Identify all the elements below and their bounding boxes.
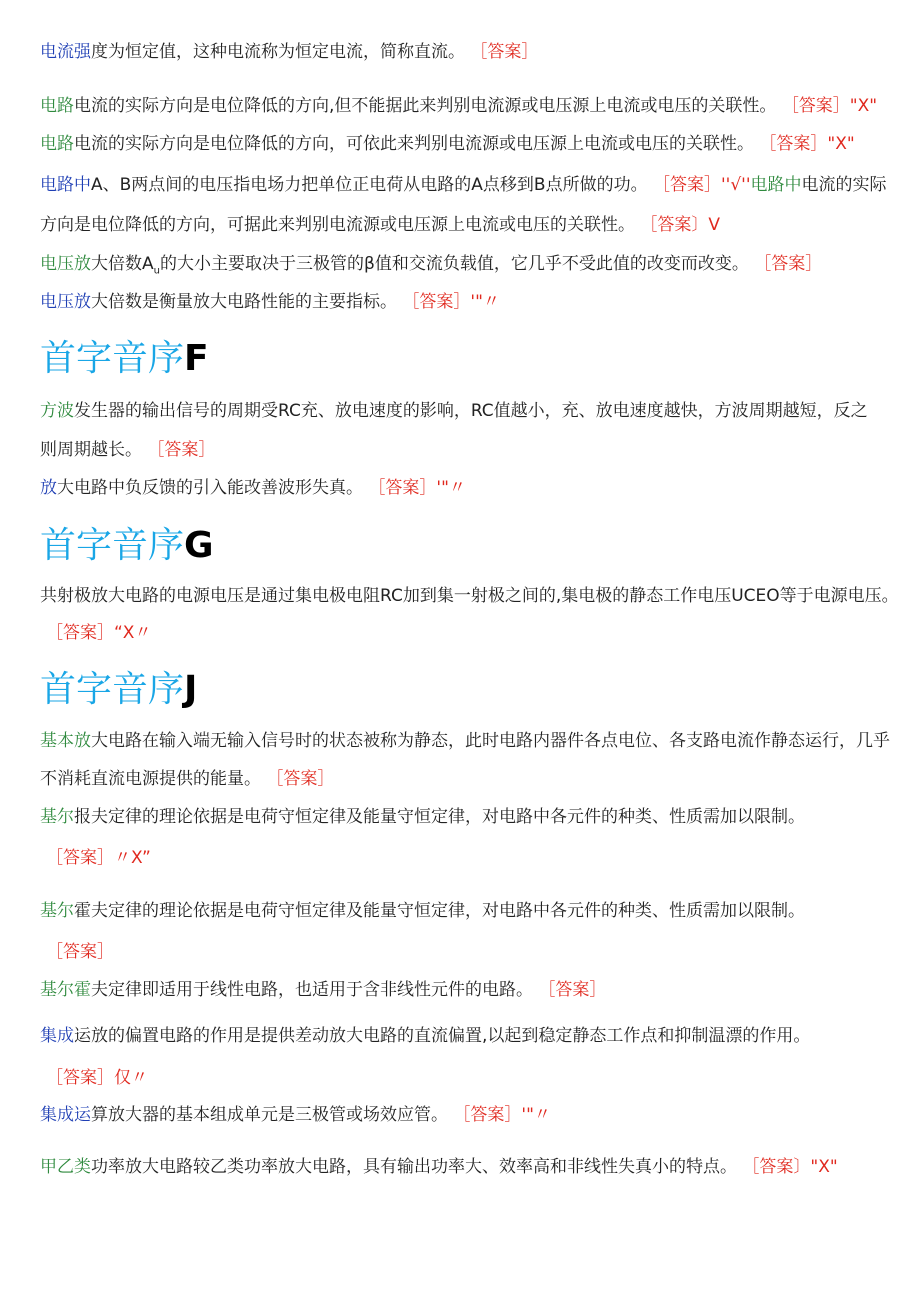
heading-label: 首字音序 bbox=[40, 338, 185, 379]
section-heading-j bbox=[40, 668, 197, 712]
section-heading-f bbox=[40, 337, 209, 381]
heading-label: 首字音序 bbox=[40, 525, 185, 566]
statement: 霍夫定律的理论依据是电荷守恒定律及能量守恒定律，对电路中各元件的种类、性质需加以限制。 bbox=[74, 901, 805, 921]
keyword: 电压放 bbox=[40, 254, 91, 274]
statement: 不消耗直流电源提供的能量。 bbox=[40, 769, 261, 789]
statement: 大倍数是衡量放大电路性能的主要指标。 bbox=[91, 292, 397, 312]
keyword: 电压放 bbox=[40, 292, 91, 312]
answer: ［答案］仅〃 bbox=[46, 1068, 148, 1088]
answer: ［答案］'"〃 bbox=[368, 478, 466, 498]
keyword: 基尔 bbox=[40, 807, 74, 827]
keyword: 基本放 bbox=[40, 731, 91, 751]
answer: ［答案〕"X" bbox=[742, 1157, 838, 1177]
item-11 bbox=[40, 806, 805, 828]
keyword: 基尔霍 bbox=[40, 980, 91, 1000]
keyword: 方波 bbox=[40, 401, 74, 421]
item-15 bbox=[40, 1104, 551, 1126]
keyword: 集成 bbox=[40, 1026, 74, 1046]
heading-letter: G bbox=[184, 525, 214, 566]
item-14 bbox=[40, 1025, 810, 1047]
item-6 bbox=[40, 291, 500, 313]
item-1 bbox=[40, 41, 538, 63]
statement: 大电路中负反馈的引入能改善波形失真。 bbox=[57, 478, 363, 498]
statement: 电流的实际方向是电位降低的方向,但不能据此来判别电流源或电压源上电流或电压的关联性。 bbox=[74, 96, 777, 116]
keyword: 基尔 bbox=[40, 901, 74, 921]
answer: ［答案］''√'' bbox=[653, 175, 751, 195]
item-4 bbox=[40, 174, 887, 196]
statement: 大电路在输入端无输入信号时的状态被称为静态，此时电路内器件各点电位、各支路电流作静态运行，几乎 bbox=[91, 731, 890, 751]
item-5 bbox=[40, 253, 822, 282]
keyword: 电流强 bbox=[40, 42, 91, 62]
statement: 运放的偏置电路的作用是提供差动放大电路的直流偏置,以起到稳定静态工作点和抑制温漂的作用。 bbox=[74, 1026, 811, 1046]
statement: 发生器的输出信号的周期受RC充、放电速度的影响，RC值越小，充、放电速度越快，方波周期越短，反之 bbox=[74, 401, 868, 421]
statement: 算放大器的基本组成单元是三极管或场效应管。 bbox=[91, 1105, 448, 1125]
keyword: 电路中 bbox=[750, 175, 802, 195]
answer: ［答案］"X" bbox=[759, 134, 855, 154]
item-12-answer bbox=[46, 941, 114, 963]
item-13 bbox=[40, 979, 606, 1001]
statement: 度为恒定值，这种电流称为恒定电流，简称直流。 bbox=[91, 42, 465, 62]
item-16 bbox=[40, 1156, 838, 1178]
item-9 bbox=[40, 585, 899, 607]
item-10 bbox=[40, 730, 890, 752]
item-4-continued bbox=[40, 214, 720, 236]
item-7 bbox=[40, 400, 868, 422]
section-heading-g bbox=[40, 524, 214, 568]
keyword: 电路中 bbox=[40, 175, 91, 195]
statement: 方向是电位降低的方向，可据此来判别电流源或电压源上电流或电压的关联性。 bbox=[40, 215, 635, 235]
keyword: 放 bbox=[40, 478, 57, 498]
statement: 电流的实际 bbox=[801, 175, 887, 195]
statement: 夫定律即适用于线性电路，也适用于含非线性元件的电路。 bbox=[91, 980, 533, 1000]
item-14-answer bbox=[46, 1067, 148, 1089]
answer: ［答案］ bbox=[754, 254, 823, 274]
answer: ［答案］'"〃 bbox=[402, 292, 500, 312]
statement-a: 大倍数A bbox=[91, 254, 154, 274]
heading-letter: F bbox=[184, 338, 209, 379]
heading-letter: J bbox=[184, 669, 198, 710]
answer: ［答案］“X〃 bbox=[46, 623, 152, 643]
heading-label: 首字音序 bbox=[40, 669, 185, 710]
answer: ［答案］ bbox=[538, 980, 607, 1000]
statement: A、B两点间的电压指电场力把单位正电荷从电路的A点移到B点所做的功。 bbox=[91, 175, 648, 195]
answer: ［答案］ bbox=[46, 942, 114, 962]
statement: 报夫定律的理论依据是电荷守恒定律及能量守恒定律，对电路中各元件的种类、性质需加以限制。 bbox=[74, 807, 805, 827]
answer: ［答案］〃X” bbox=[46, 848, 151, 868]
statement: 电流的实际方向是电位降低的方向，可依此来判别电流源或电压源上电流或电压的关联性。 bbox=[74, 134, 754, 154]
answer: ［答案］"X" bbox=[781, 96, 878, 116]
keyword: 电路 bbox=[40, 134, 74, 154]
item-10-continued bbox=[40, 768, 334, 790]
answer: ［答案］ bbox=[266, 769, 335, 789]
answer: ［答案〕V bbox=[640, 215, 721, 235]
item-3 bbox=[40, 133, 855, 155]
statement: 功率放大电路较乙类功率放大电路，具有输出功率大、效率高和非线性失真小的特点。 bbox=[91, 1157, 737, 1177]
item-11-answer bbox=[46, 847, 151, 869]
keyword: 集成运 bbox=[40, 1105, 91, 1125]
answer: ［答案］'"〃 bbox=[453, 1105, 551, 1125]
item-7-continued bbox=[40, 439, 215, 461]
answer: ［答案］ bbox=[470, 42, 539, 62]
keyword: 电路 bbox=[40, 96, 74, 116]
answer: ［答案］ bbox=[147, 440, 216, 460]
item-8 bbox=[40, 477, 466, 499]
item-12 bbox=[40, 900, 805, 922]
subscript: u bbox=[153, 265, 160, 277]
statement-b: 的大小主要取决于三极管的β值和交流负载值，它几乎不受此值的改变而改变。 bbox=[159, 254, 749, 274]
item-2 bbox=[40, 95, 877, 117]
statement: 则周期越长。 bbox=[40, 440, 142, 460]
statement: 共射极放大电路的电源电压是通过集电极电阻RC加到集一射极之间的,集电极的静态工作电压UCEO等于电源电压。 bbox=[40, 586, 899, 606]
keyword: 甲乙类 bbox=[40, 1157, 91, 1177]
item-9-answer bbox=[46, 622, 151, 644]
